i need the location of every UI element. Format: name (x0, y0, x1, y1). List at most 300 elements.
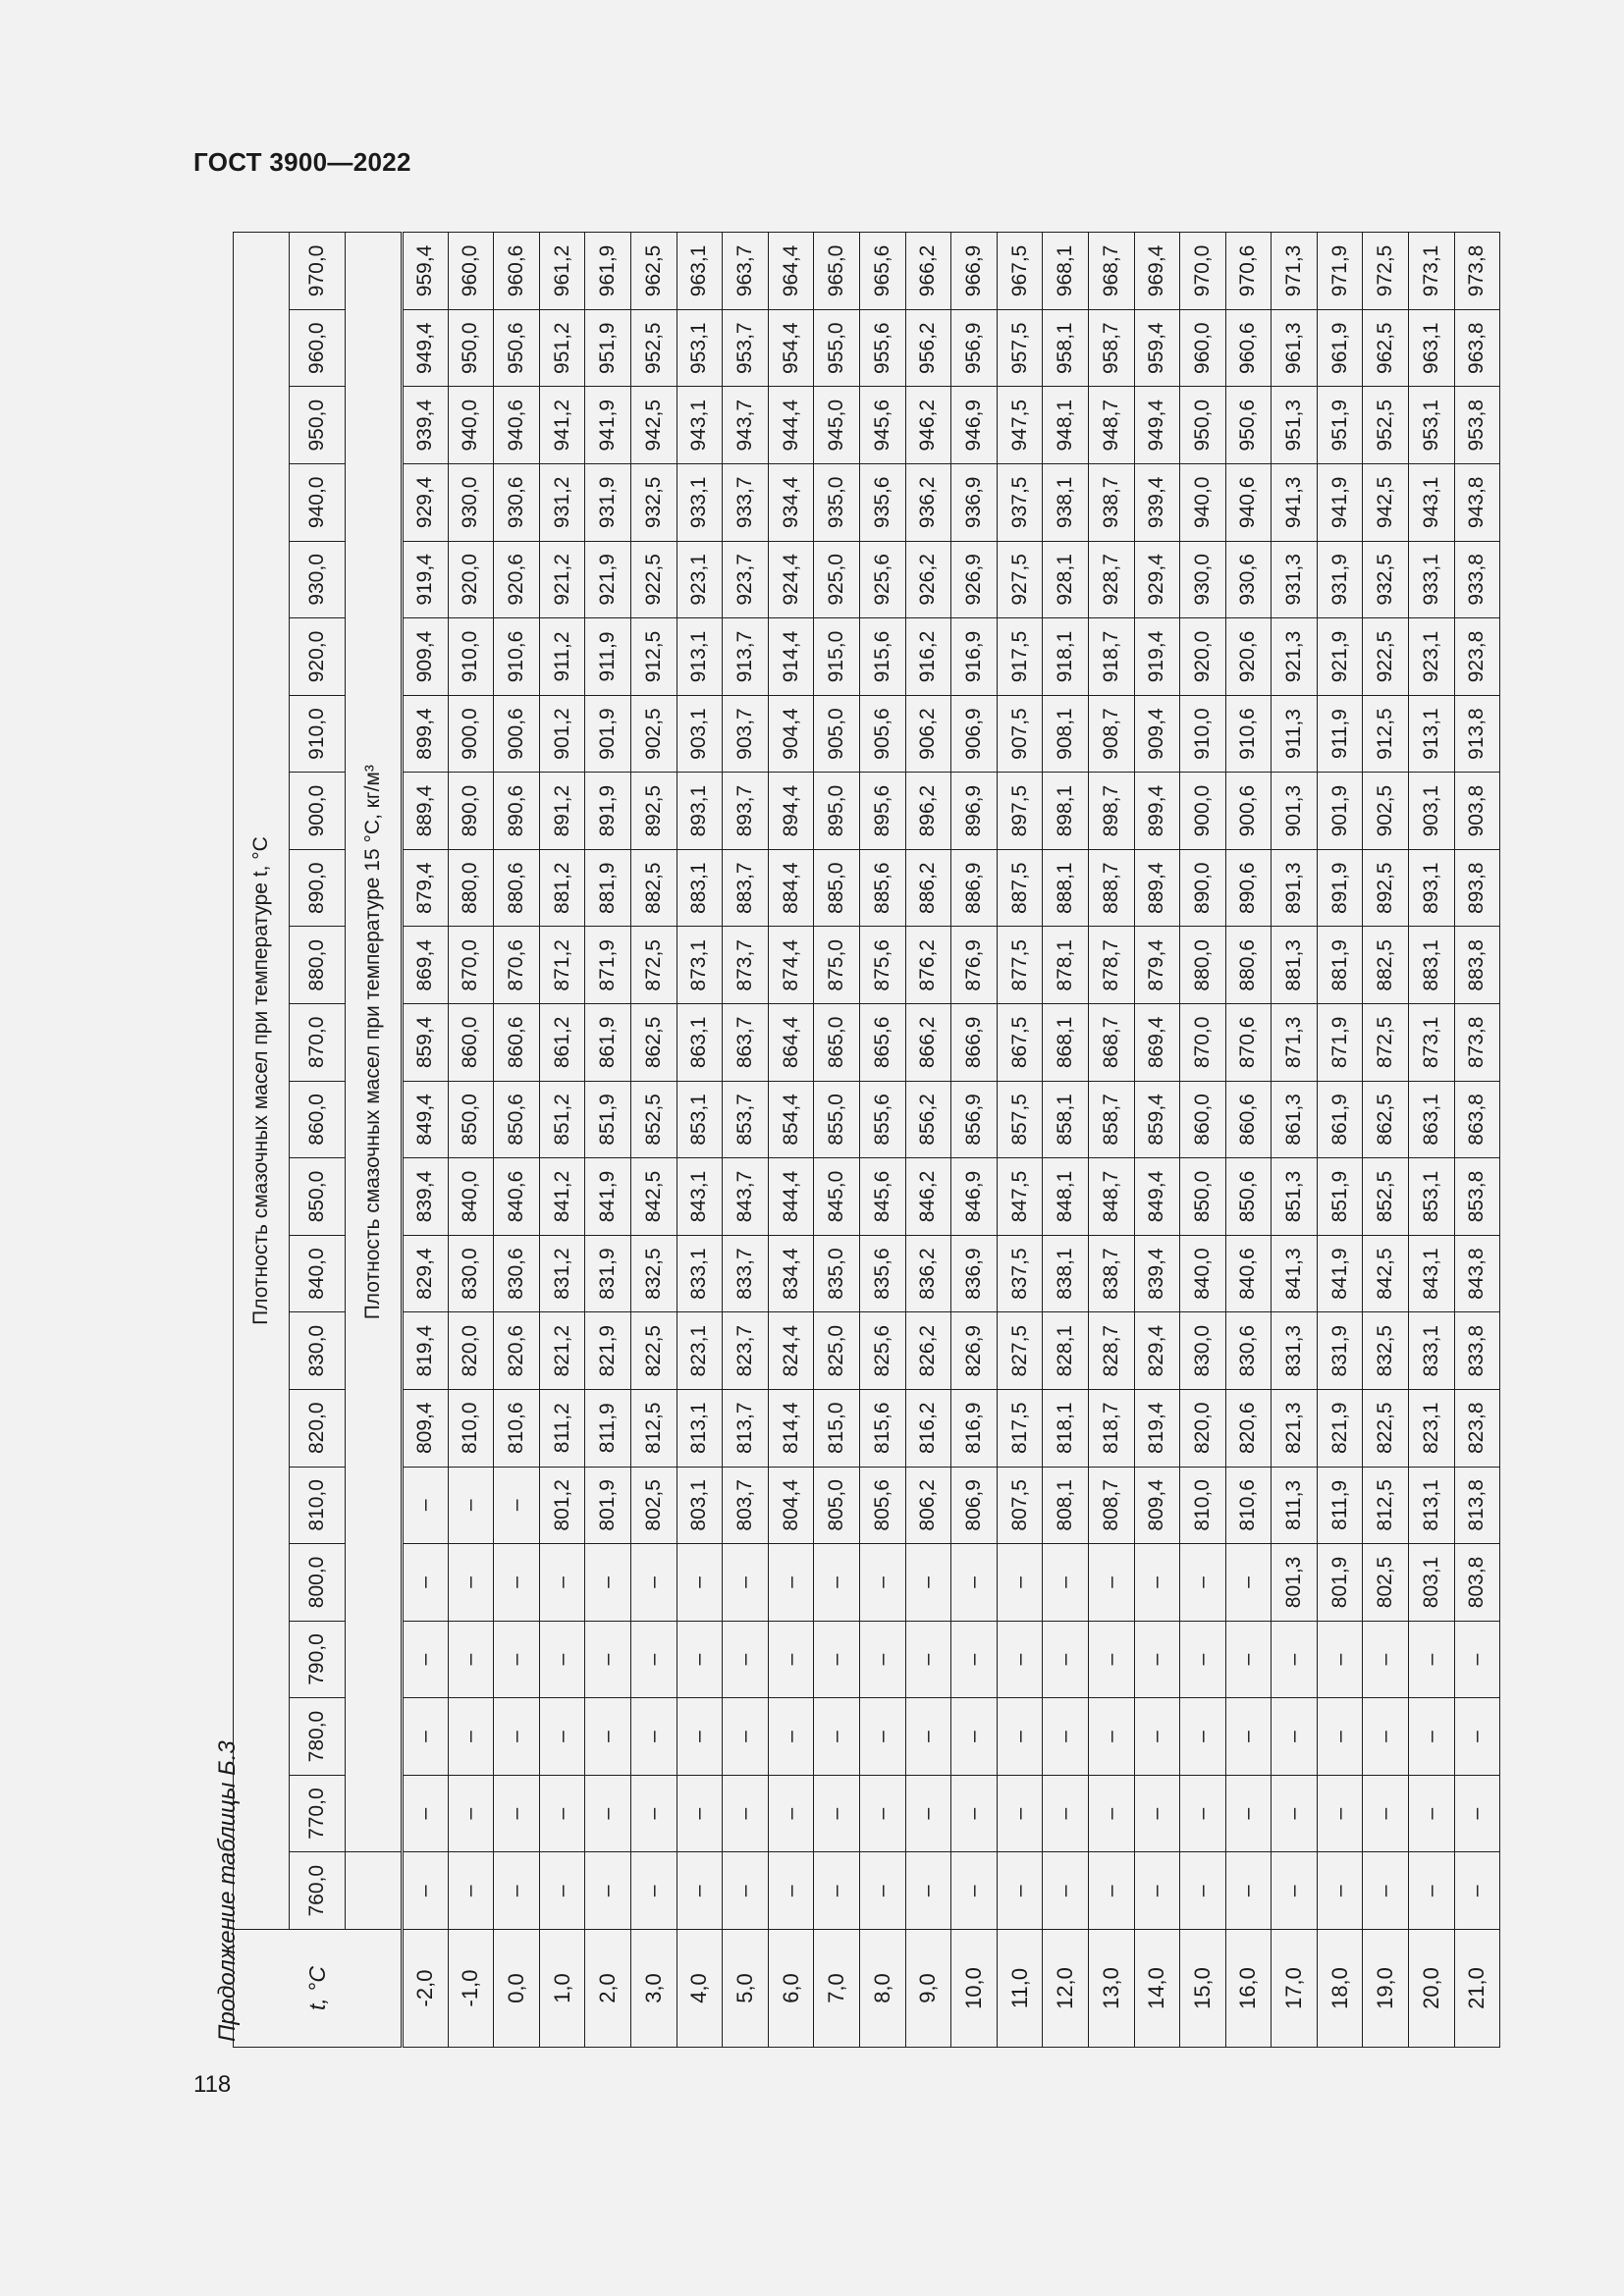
density-cell: 813,8 (1454, 1467, 1500, 1544)
density-cell: 861,9 (585, 1004, 631, 1082)
density-cell: – (723, 1698, 769, 1776)
density-cell: 833,7 (723, 1235, 769, 1312)
density-cell: 910,0 (1180, 695, 1226, 773)
density-cell: – (403, 1698, 449, 1776)
density-cell: 912,5 (630, 618, 677, 696)
density-cell: 845,0 (814, 1158, 860, 1236)
density-cell: 929,4 (1134, 541, 1180, 618)
density-cell: 803,7 (723, 1467, 769, 1544)
density-cell: 889,4 (1134, 849, 1180, 927)
density-cell: 880,6 (494, 849, 540, 927)
density-cell: – (677, 1775, 723, 1852)
density-cell: 881,3 (1272, 927, 1318, 1004)
density-cell: – (1454, 1852, 1500, 1930)
density-cell: 810,0 (448, 1389, 494, 1467)
density-cell: 850,6 (1225, 1158, 1272, 1236)
density-cell: – (448, 1775, 494, 1852)
density-cell: 941,2 (539, 387, 585, 464)
density-cell: 915,0 (814, 618, 860, 696)
density-cell: 841,2 (539, 1158, 585, 1236)
density-cell: 895,6 (859, 773, 905, 850)
density-cell: 959,4 (1134, 309, 1180, 387)
temperature-cell: 14,0 (1134, 1930, 1180, 2048)
density-cell: 971,3 (1272, 233, 1318, 310)
density-cell: 859,4 (1134, 1081, 1180, 1158)
density-cell: 948,1 (1043, 387, 1089, 464)
density-cell: 851,9 (585, 1081, 631, 1158)
temperature-cell: 17,0 (1272, 1930, 1318, 2048)
temperature-cell: 6,0 (768, 1930, 814, 2048)
density-cell: 911,3 (1272, 695, 1318, 773)
density-cell: 821,2 (539, 1312, 585, 1390)
density-cell: – (1409, 1621, 1455, 1698)
density-cell: – (630, 1544, 677, 1622)
density-cell: 902,5 (630, 695, 677, 773)
density-cell: – (585, 1775, 631, 1852)
density-cell: 893,8 (1454, 849, 1500, 927)
density-cell: – (1272, 1775, 1318, 1852)
temperature-cell: 11,0 (997, 1930, 1043, 2048)
density-cell: 885,6 (859, 849, 905, 927)
density-cell: 865,0 (814, 1004, 860, 1082)
density-cell: 900,0 (1180, 773, 1226, 850)
density-cell: – (1317, 1698, 1363, 1776)
density-cell: 950,0 (1180, 387, 1226, 464)
density-cell: 935,6 (859, 464, 905, 542)
temperature-cell: 2,0 (585, 1930, 631, 2048)
density-cell: 960,6 (494, 233, 540, 310)
column-header: 780,0 (290, 1698, 346, 1776)
density-cell: – (1180, 1621, 1226, 1698)
density-cell: 896,2 (905, 773, 951, 850)
column-header: 760,0 (290, 1852, 346, 1930)
density-cell: 888,1 (1043, 849, 1089, 927)
density-cell: 900,6 (494, 695, 540, 773)
density-cell: 851,9 (1317, 1158, 1363, 1236)
density-cell: – (585, 1698, 631, 1776)
density-cell: – (1043, 1544, 1089, 1622)
density-cell: 853,1 (1409, 1158, 1455, 1236)
density-cell: 898,7 (1088, 773, 1134, 850)
density-cell: 801,9 (1317, 1544, 1363, 1622)
density-cell: – (768, 1775, 814, 1852)
table-row (723, 233, 769, 2048)
density-cell: – (1454, 1775, 1500, 1852)
density-cell: 802,5 (630, 1467, 677, 1544)
density-cell: 877,5 (997, 927, 1043, 1004)
density-cell: 860,6 (1225, 1081, 1272, 1158)
table-row (403, 233, 449, 2048)
density-cell: 803,1 (1409, 1544, 1455, 1622)
density-cell: 936,9 (951, 464, 998, 542)
density-cell: 893,1 (1409, 849, 1455, 927)
density-cell: 863,8 (1454, 1081, 1500, 1158)
column-header: 830,0 (290, 1312, 346, 1390)
temperature-cell: 7,0 (814, 1930, 860, 2048)
density-cell: – (1180, 1544, 1226, 1622)
density-cell: 873,1 (1409, 1004, 1455, 1082)
density-cell: 939,4 (1134, 464, 1180, 542)
density-cell: 831,9 (585, 1235, 631, 1312)
density-cell: 850,6 (494, 1081, 540, 1158)
density-cell: 898,1 (1043, 773, 1089, 850)
density-cell: – (1134, 1544, 1180, 1622)
table-row (630, 233, 677, 2048)
density-cell: – (814, 1698, 860, 1776)
density-cell: – (1043, 1852, 1089, 1930)
density-cell: 958,1 (1043, 309, 1089, 387)
density-cell: 831,2 (539, 1235, 585, 1312)
density-cell: 830,0 (1180, 1312, 1226, 1390)
subheader-cell: Плотность смазочных масел при температуре 15 °C, кг/м³ (346, 233, 403, 1852)
density-cell: 918,7 (1088, 618, 1134, 696)
density-cell: – (814, 1852, 860, 1930)
density-cell: 832,5 (630, 1235, 677, 1312)
density-cell: 843,1 (677, 1158, 723, 1236)
density-cell: 846,9 (951, 1158, 998, 1236)
density-cell: 810,6 (494, 1389, 540, 1467)
density-cell: 853,8 (1454, 1158, 1500, 1236)
table-row (997, 233, 1043, 2048)
density-cell: – (1180, 1698, 1226, 1776)
density-cell: – (494, 1852, 540, 1930)
density-cell: 821,3 (1272, 1389, 1318, 1467)
column-header: 920,0 (290, 618, 346, 696)
density-cell: 893,1 (677, 773, 723, 850)
density-cell: 920,0 (1180, 618, 1226, 696)
density-cell: 851,3 (1272, 1158, 1318, 1236)
density-cell: – (1088, 1698, 1134, 1776)
density-cell: – (677, 1852, 723, 1930)
temperature-cell: 12,0 (1043, 1930, 1089, 2048)
density-cell: 873,1 (677, 927, 723, 1004)
density-cell: 943,1 (1409, 464, 1455, 542)
column-header: 800,0 (290, 1544, 346, 1622)
table-row (1272, 233, 1318, 2048)
density-cell: 878,1 (1043, 927, 1089, 1004)
density-cell: 934,4 (768, 464, 814, 542)
density-cell: – (539, 1698, 585, 1776)
column-header: 930,0 (290, 541, 346, 618)
density-cell: – (997, 1621, 1043, 1698)
density-cell: 880,0 (1180, 927, 1226, 1004)
density-cell: 843,1 (1409, 1235, 1455, 1312)
density-cell: 911,9 (1317, 695, 1363, 773)
density-cell: 930,6 (494, 464, 540, 542)
density-cell: 924,4 (768, 541, 814, 618)
density-cell: 973,8 (1454, 233, 1500, 310)
density-cell: 964,4 (768, 233, 814, 310)
density-cell: 861,9 (1317, 1081, 1363, 1158)
density-cell: 811,2 (539, 1389, 585, 1467)
density-cell: 930,0 (448, 464, 494, 542)
density-cell: 921,9 (585, 541, 631, 618)
density-cell: 835,0 (814, 1235, 860, 1312)
density-cell: – (1272, 1852, 1318, 1930)
density-cell: – (1225, 1544, 1272, 1622)
density-cell: 872,5 (630, 927, 677, 1004)
density-cell: 801,2 (539, 1467, 585, 1544)
density-cell: – (539, 1544, 585, 1622)
subheader-row (346, 233, 403, 2048)
density-cell: 863,1 (677, 1004, 723, 1082)
density-cell: 963,8 (1454, 309, 1500, 387)
density-cell: 863,1 (1409, 1081, 1455, 1158)
density-cell: 909,4 (1134, 695, 1180, 773)
density-cell: 804,4 (768, 1467, 814, 1544)
density-cell: – (859, 1852, 905, 1930)
density-cell: – (1225, 1852, 1272, 1930)
density-cell: 956,2 (905, 309, 951, 387)
table-row (1134, 233, 1180, 2048)
density-cell: 875,6 (859, 927, 905, 1004)
density-cell: 903,7 (723, 695, 769, 773)
density-cell: 840,0 (1180, 1235, 1226, 1312)
density-cell: 835,6 (859, 1235, 905, 1312)
density-cell: – (539, 1852, 585, 1930)
density-cell: 815,0 (814, 1389, 860, 1467)
density-cell: 937,5 (997, 464, 1043, 542)
density-cell: – (448, 1852, 494, 1930)
density-cell: 966,9 (951, 233, 998, 310)
density-cell: 963,1 (677, 233, 723, 310)
density-cell: 941,9 (1317, 464, 1363, 542)
density-cell: – (1043, 1698, 1089, 1776)
density-cell: – (539, 1775, 585, 1852)
density-cell: 848,7 (1088, 1158, 1134, 1236)
table-row (1363, 233, 1409, 2048)
density-cell: 830,0 (448, 1235, 494, 1312)
density-cell: – (859, 1621, 905, 1698)
density-cell: – (1363, 1621, 1409, 1698)
density-cell: 953,1 (677, 309, 723, 387)
density-cell: 915,6 (859, 618, 905, 696)
table-row (448, 233, 494, 2048)
density-cell: 816,9 (951, 1389, 998, 1467)
density-cell: 925,0 (814, 541, 860, 618)
document-code: ГОСТ 3900—2022 (193, 147, 411, 177)
density-cell: 895,0 (814, 773, 860, 850)
density-cell: – (585, 1544, 631, 1622)
density-cell: 933,8 (1454, 541, 1500, 618)
density-cell: – (494, 1467, 540, 1544)
density-cell: 889,4 (403, 773, 449, 850)
density-cell: 860,6 (494, 1004, 540, 1082)
density-cell: 952,5 (630, 309, 677, 387)
density-cell: 935,0 (814, 464, 860, 542)
density-cell: 920,0 (448, 541, 494, 618)
density-cell: – (494, 1544, 540, 1622)
density-cell: 882,5 (1363, 927, 1409, 1004)
density-cell: 861,2 (539, 1004, 585, 1082)
density-cell: – (951, 1852, 998, 1930)
density-cell: 851,2 (539, 1081, 585, 1158)
density-cell: 875,0 (814, 927, 860, 1004)
density-cell: 949,4 (403, 309, 449, 387)
density-cell: – (1317, 1852, 1363, 1930)
density-cell: 836,2 (905, 1235, 951, 1312)
density-cell: – (951, 1621, 998, 1698)
column-header: 820,0 (290, 1389, 346, 1467)
density-cell: 958,7 (1088, 309, 1134, 387)
density-cell: 920,6 (1225, 618, 1272, 696)
density-cell: 828,7 (1088, 1312, 1134, 1390)
density-cell: 820,6 (494, 1312, 540, 1390)
density-cell: 850,0 (1180, 1158, 1226, 1236)
density-cell: 879,4 (1134, 927, 1180, 1004)
density-cell: 920,6 (494, 541, 540, 618)
density-cell: 904,4 (768, 695, 814, 773)
density-cell: 817,5 (997, 1389, 1043, 1467)
density-cell: 876,2 (905, 927, 951, 1004)
density-cell: 832,5 (1363, 1312, 1409, 1390)
density-cell: 885,0 (814, 849, 860, 927)
density-cell: 871,9 (585, 927, 631, 1004)
density-cell: – (905, 1698, 951, 1776)
density-cell: 967,5 (997, 233, 1043, 310)
density-cell: 801,9 (585, 1467, 631, 1544)
temperature-cell: -1,0 (448, 1930, 494, 2048)
density-cell: 903,8 (1454, 773, 1500, 850)
row-header-cell: t, °C (234, 1930, 403, 2048)
density-cell: – (723, 1544, 769, 1622)
column-header: 970,0 (290, 233, 346, 310)
density-cell: 829,4 (403, 1235, 449, 1312)
density-cell: 879,4 (403, 849, 449, 927)
density-cell: 956,9 (951, 309, 998, 387)
density-cell: 826,9 (951, 1312, 998, 1390)
density-cell: 809,4 (403, 1389, 449, 1467)
density-cell: 837,5 (997, 1235, 1043, 1312)
density-cell: 869,4 (403, 927, 449, 1004)
density-cell: 825,0 (814, 1312, 860, 1390)
density-cell: 933,1 (1409, 541, 1455, 618)
density-cell: 814,4 (768, 1389, 814, 1467)
density-cell: 853,1 (677, 1081, 723, 1158)
density-cell: – (1134, 1852, 1180, 1930)
density-cell: 847,5 (997, 1158, 1043, 1236)
density-table (233, 232, 1500, 2048)
density-cell: 940,6 (494, 387, 540, 464)
temperature-cell: -2,0 (403, 1930, 449, 2048)
density-cell: 963,1 (1409, 309, 1455, 387)
density-cell: 926,9 (951, 541, 998, 618)
density-cell: 812,5 (630, 1389, 677, 1467)
density-cell: 878,7 (1088, 927, 1134, 1004)
density-cell: – (403, 1467, 449, 1544)
density-cell: 881,2 (539, 849, 585, 927)
density-cell: 942,5 (630, 387, 677, 464)
density-cell: 821,9 (1317, 1389, 1363, 1467)
density-cell: 944,4 (768, 387, 814, 464)
density-cell: 966,2 (905, 233, 951, 310)
density-cell: – (1409, 1775, 1455, 1852)
density-cell: 896,9 (951, 773, 998, 850)
density-cell: 810,0 (1180, 1467, 1226, 1544)
density-cell: 890,6 (1225, 849, 1272, 927)
density-cell: 913,1 (1409, 695, 1455, 773)
density-cell: 823,1 (1409, 1389, 1455, 1467)
density-cell: 892,5 (1363, 849, 1409, 927)
density-cell: – (403, 1621, 449, 1698)
density-cell: 825,6 (859, 1312, 905, 1390)
density-cell: 908,1 (1043, 695, 1089, 773)
density-cell: 905,0 (814, 695, 860, 773)
density-cell: 961,2 (539, 233, 585, 310)
density-cell: 942,5 (1363, 464, 1409, 542)
density-cell: 933,1 (677, 464, 723, 542)
density-cell: 856,9 (951, 1081, 998, 1158)
table-row (1043, 233, 1089, 2048)
density-cell: – (768, 1852, 814, 1930)
density-cell: 971,9 (1317, 233, 1363, 310)
density-cell: 818,7 (1088, 1389, 1134, 1467)
density-cell: 938,1 (1043, 464, 1089, 542)
density-cell: 946,9 (951, 387, 998, 464)
density-cell: 923,7 (723, 541, 769, 618)
density-cell: – (905, 1544, 951, 1622)
density-cell: – (768, 1698, 814, 1776)
density-cell: 867,5 (997, 1004, 1043, 1082)
density-cell: 965,0 (814, 233, 860, 310)
table-row (585, 233, 631, 2048)
density-cell: – (814, 1621, 860, 1698)
column-header: 900,0 (290, 773, 346, 850)
density-cell: 923,1 (1409, 618, 1455, 696)
density-cell: 810,6 (1225, 1467, 1272, 1544)
temperature-cell: 13,0 (1088, 1930, 1134, 2048)
table-row (814, 233, 860, 2048)
density-cell: 811,9 (585, 1389, 631, 1467)
density-cell: 945,0 (814, 387, 860, 464)
density-cell: 899,4 (1134, 773, 1180, 850)
density-cell: 905,6 (859, 695, 905, 773)
density-cell: 891,3 (1272, 849, 1318, 927)
density-cell: – (677, 1698, 723, 1776)
density-cell: 968,1 (1043, 233, 1089, 310)
density-cell: 806,2 (905, 1467, 951, 1544)
density-cell: – (1225, 1775, 1272, 1852)
density-cell: – (1088, 1621, 1134, 1698)
density-cell: 883,1 (677, 849, 723, 927)
density-cell: 845,6 (859, 1158, 905, 1236)
table-row (677, 233, 723, 2048)
density-cell: 805,0 (814, 1467, 860, 1544)
density-cell: 881,9 (1317, 927, 1363, 1004)
density-cell: 933,7 (723, 464, 769, 542)
density-cell: 809,4 (1134, 1467, 1180, 1544)
table-row (1454, 233, 1500, 2048)
column-header: 940,0 (290, 464, 346, 542)
density-cell: 921,3 (1272, 618, 1318, 696)
density-cell: 955,6 (859, 309, 905, 387)
density-cell: 812,5 (1363, 1467, 1409, 1544)
density-cell: 821,9 (585, 1312, 631, 1390)
column-group-header: Плотность смазочных масел при температуре t, °C (234, 233, 290, 1930)
density-cell: 830,6 (1225, 1312, 1272, 1390)
density-cell: 805,6 (859, 1467, 905, 1544)
density-cell: 943,7 (723, 387, 769, 464)
density-cell: 859,4 (403, 1004, 449, 1082)
density-cell: 910,0 (448, 618, 494, 696)
density-cell: 808,7 (1088, 1467, 1134, 1544)
density-cell: 921,2 (539, 541, 585, 618)
density-cell: 838,1 (1043, 1235, 1089, 1312)
density-cell: 930,6 (1225, 541, 1272, 618)
density-cell: 903,1 (677, 695, 723, 773)
density-cell: – (814, 1775, 860, 1852)
column-header: 770,0 (290, 1775, 346, 1852)
